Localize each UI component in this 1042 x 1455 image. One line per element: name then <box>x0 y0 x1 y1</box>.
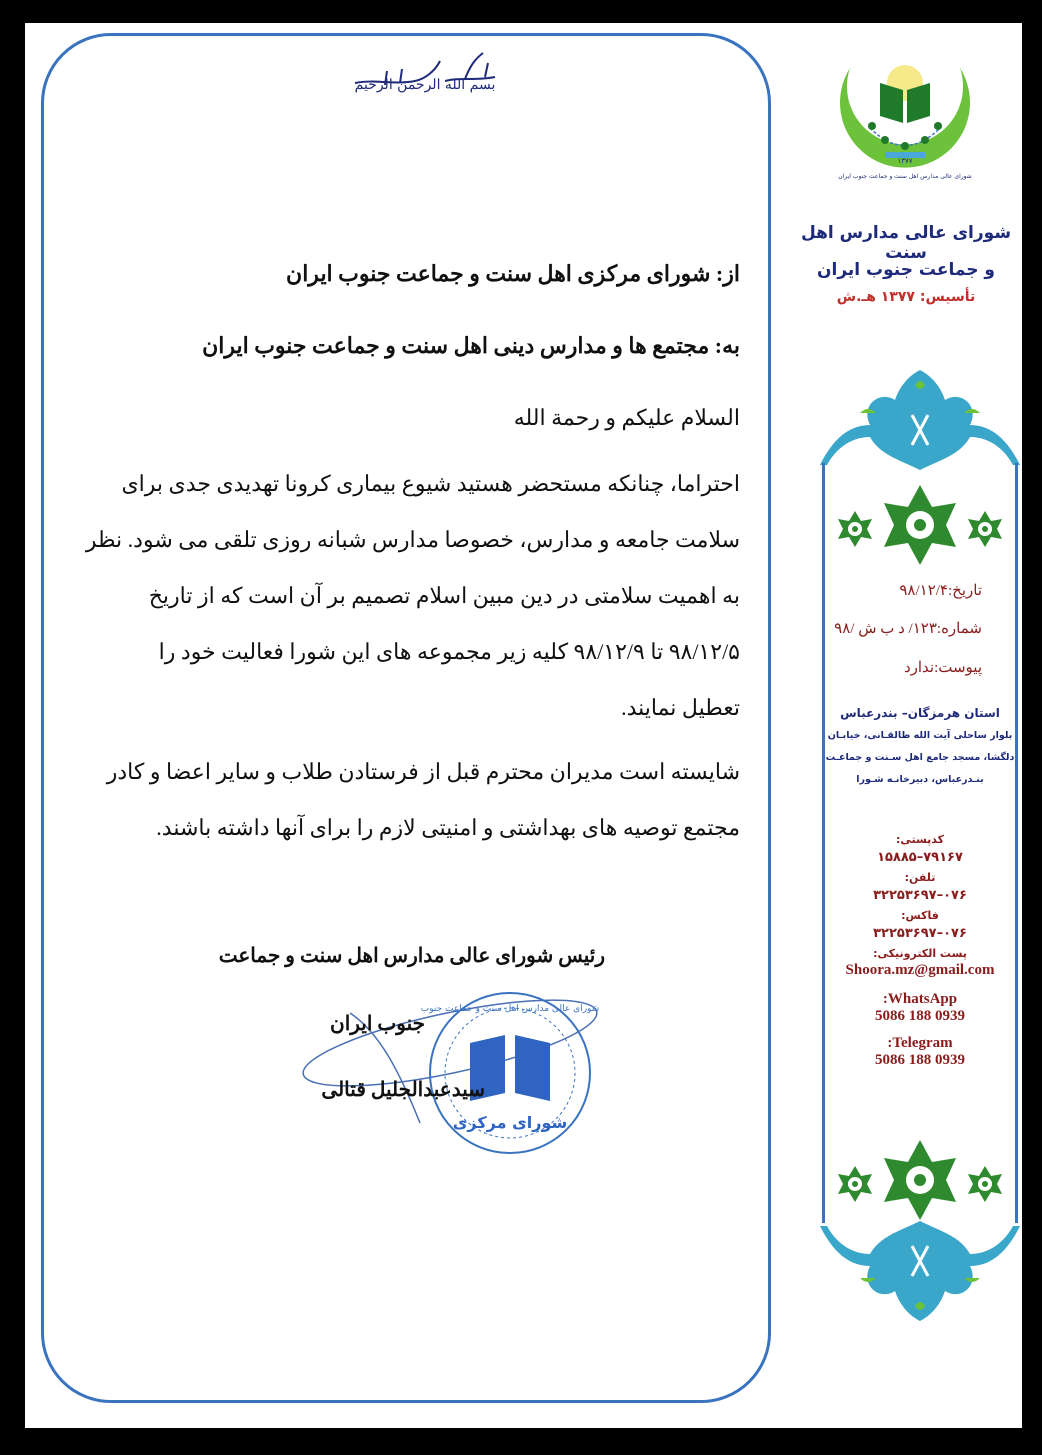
letter-number: شماره:۱۲۳/ د ب ش /۹۸ <box>834 621 982 637</box>
bismillah-text: بسم الله الرحمن الرحیم <box>354 77 496 93</box>
letterhead-sidebar <box>790 23 1022 1428</box>
whatsapp-value: 0939 188 5086 <box>875 1008 965 1024</box>
postal-code-label: کدپستی: <box>895 833 945 846</box>
phone-label: تلفن: <box>904 871 936 884</box>
to-line: به: مجتمع ها و مدارس دینی اهل سنت و جماعت جنوب ایران <box>202 333 740 358</box>
paragraph-1-line: سلامت جامعه و مدارس، خصوصا مدارس شبانه روزی تلقی می شود. نظر <box>85 527 740 552</box>
signer-name: سیدعبدالجلیل قتالی <box>321 1079 485 1101</box>
bismillah-calligraphy <box>325 41 525 101</box>
fax-label: فاکس: <box>901 909 939 922</box>
contact-block <box>822 833 1018 1069</box>
address-line3: بنـدرعباس، دبیرخانـه شـورا <box>856 774 984 785</box>
paragraph-1-line: تعطیل نمایند. <box>621 695 740 720</box>
letter-attachment: پیوست:ندارد <box>903 660 982 676</box>
logo-year: ۱۳۷۷ <box>897 157 913 165</box>
organization-logo <box>830 38 980 188</box>
phone-value: ۰۷۶–۳۲۲۵۳۶۹۷ <box>873 888 967 903</box>
fax-value: ۰۷۶–۳۲۲۵۳۶۹۷ <box>873 926 967 941</box>
from-line: از: شورای مرکزی اهل سنت و جماعت جنوب ایران <box>286 261 740 286</box>
paragraph-1-line: به اهمیت سلامتی در دین مبین اسلام تصمیم بر آن است که از تاریخ <box>148 583 740 608</box>
whatsapp-label: WhatsApp: <box>882 991 958 1007</box>
email-label: پست الکترونیکی: <box>873 947 967 960</box>
paragraph-1-line: ۹۸/۱۲/۵ تا ۹۸/۱۲/۹ کلیه زیر مجموعه های این شورا فعالیت خود را <box>158 639 740 664</box>
paragraph-2 <box>70 744 740 856</box>
star-ornaments-bottom-icon <box>830 1138 1010 1223</box>
postal-code-value: ۷۹۱۶۷–۱۵۸۸۵ <box>877 850 963 865</box>
seal-inner-text: شورای مرکزی <box>452 1113 568 1132</box>
address-province: استان هرمزگان– بندرعباس <box>840 706 1000 720</box>
bottom-ornament-icon <box>820 1221 1020 1326</box>
founded-date: تأسیس: ۱۳۷۷ هـ.ش <box>836 289 976 305</box>
paragraph-1-line: احتراما، چنانکه مستحضر هستید شیوع بیماری کرونا تهدیدی جدی برای <box>121 471 740 496</box>
top-ornament-icon <box>820 365 1020 470</box>
letter-body <box>70 238 740 856</box>
greeting: السلام علیکم و رحمة الله <box>513 405 740 430</box>
telegram-label: Telegram: <box>887 1035 953 1051</box>
star-ornaments-top-icon <box>830 483 1010 568</box>
letter-date: تاریخ:۹۸/۱۲/۴ <box>899 583 982 599</box>
paragraph-2-line: مجتمع توصیه های بهداشتی و امنیتی لازم را برای آنها داشته باشند. <box>156 815 740 840</box>
address-line1: بلوار ساحلی آیت الله طالقـانی، خیابـان <box>827 730 1013 741</box>
org-name-line2: و جماعت جنوب ایران <box>816 260 996 280</box>
paragraph-1 <box>70 456 740 736</box>
address-line2: دلگشا، مسجد جامع اهل سـنت و جماعـت <box>825 752 1015 763</box>
seal-outer-text: شورای عالی مدارس اهل سنت و جماعت جنوب <box>420 1004 600 1014</box>
email-value[interactable]: Shoora.mz@gmail.com <box>845 962 995 978</box>
paragraph-2-line: شایسته است مدیران محترم قبل از فرستادن طلاب و سایر اعضا و کادر <box>106 759 740 784</box>
signer-title: رئیس شورای عالی مدارس اهل سنت و جماعت <box>218 945 605 967</box>
logo-text: شورای عالی مدارس اهل سنت و جماعت جنوب ایران <box>838 173 972 180</box>
signer-title-line2: جنوب ایران <box>330 1013 425 1035</box>
letter-page <box>25 23 1022 1428</box>
telegram-value: 0939 188 5086 <box>875 1052 965 1068</box>
org-name-line1: شورای عالی مدارس اهل سنت <box>800 223 1012 263</box>
official-seal <box>290 973 620 1173</box>
